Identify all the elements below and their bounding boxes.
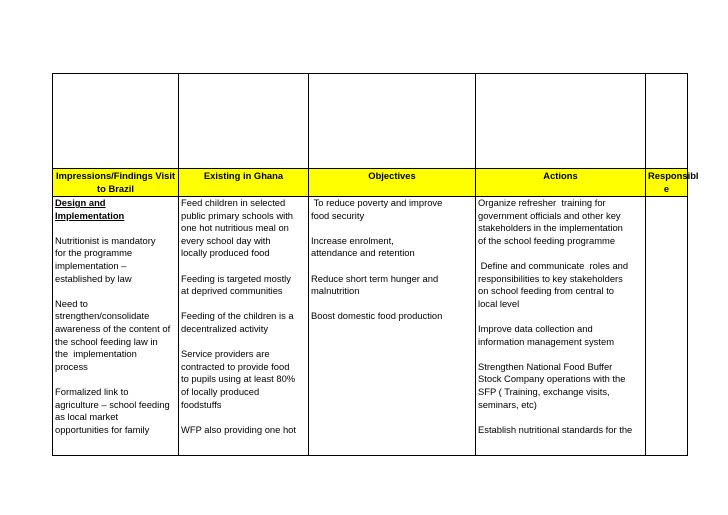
empty-cell xyxy=(179,74,309,169)
header-impressions: Impressions/Findings Visit to Brazil xyxy=(53,169,179,197)
responsible-cell xyxy=(646,197,688,456)
header-existing: Existing in Ghana xyxy=(179,169,309,197)
empty-cell xyxy=(646,74,688,169)
empty-cell xyxy=(53,74,179,169)
impressions-text: Nutritionist is mandatory for the programme implementation – established by law Need to strengthen/consolidate awareness of the content of the school feeding law in the implementation process Formalized link to agriculture – school feeding as local market opportunities for family xyxy=(55,234,171,435)
table-row xyxy=(53,197,688,456)
empty-cell xyxy=(476,74,646,169)
objectives-cell xyxy=(309,197,476,456)
existing-cell xyxy=(179,197,309,456)
impressions-cell xyxy=(53,197,179,456)
empty-cell xyxy=(309,74,476,169)
header-responsible: Responsibl e xyxy=(646,169,688,197)
existing-text: Feed children in selected public primary schools with one hot nutritious meal on every school day with locally produced food Feeding is targeted mostly at deprived communities Feeding of the children is a decentralized activity Service providers are contracted to provide food to pupils using at least 80% of locally produced foodstuffs WFP also providing one hot xyxy=(181,197,296,435)
school-feeding-table xyxy=(52,73,699,456)
header-objectives: Objectives xyxy=(309,169,476,197)
empty-top-row xyxy=(53,74,688,169)
section-heading: Design and Implementation xyxy=(55,197,125,221)
actions-text: Organize refresher training for government officials and other key stakeholders in the implementation of the school feeding programme Define and communicate roles and responsibilities to key stakeholders on school feeding from central to local level Improve data collection and information management system Strengthen National Food Buffer Stock Company operations with the SFP ( Training, exchange visits, seminars, etc) Establish nutritional standards for the xyxy=(478,197,633,435)
objectives-text: To reduce poverty and improve food security Increase enrolment, attendance and retention Reduce short term hunger and malnutrition Boost domestic food production xyxy=(311,197,443,322)
header-row xyxy=(53,169,688,197)
actions-cell xyxy=(476,197,646,456)
header-actions: Actions xyxy=(476,169,646,197)
